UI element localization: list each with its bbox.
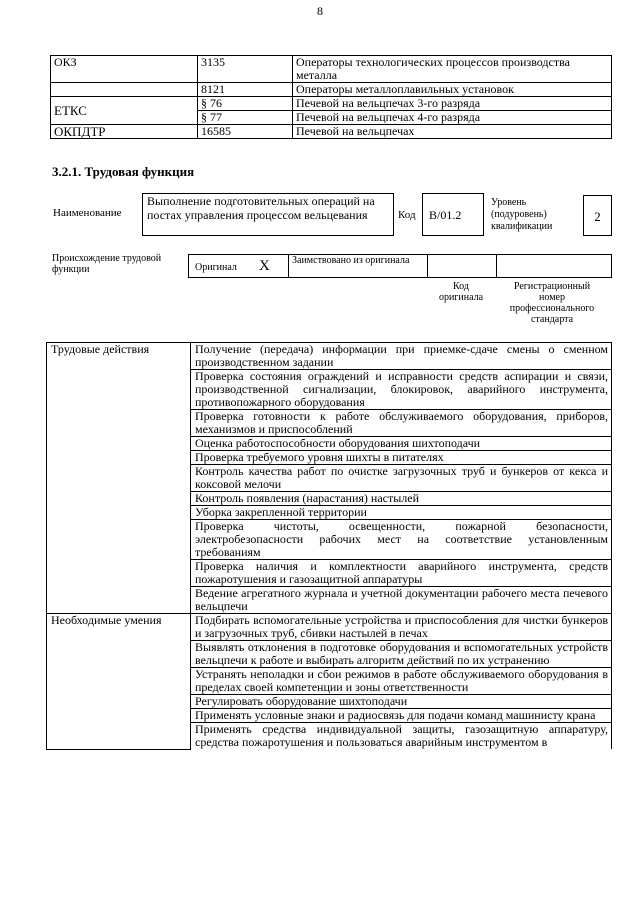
labor-action: Уборка закрепленной территории — [191, 506, 612, 520]
function-name: Выполнение подготовительных операций на постах управления процессом вельцевания — [142, 193, 394, 236]
original-mark: X — [259, 258, 270, 274]
page-number: 8 — [317, 4, 323, 18]
classifier-code: ОКЗ — [51, 56, 198, 83]
reg-caption: Регистрационный номер профессионального стандарта — [509, 281, 595, 325]
classifier-number: 8121 — [198, 83, 293, 97]
classifier-number: § 76 — [198, 97, 293, 111]
labor-actions-label: Трудовые действия — [47, 343, 191, 614]
classifier-code — [51, 83, 198, 97]
divider — [288, 254, 289, 278]
labor-action: Проверка готовности к работе обслуживаемого оборудования, приборов, механизмов и приспособлений — [191, 410, 612, 437]
skills-label: Необходимые умения — [47, 614, 191, 750]
table-row — [51, 125, 612, 139]
skill: Применять средства индивидуальной защиты, газозащитную аппаратуру, средства пожаротушения и пользоваться аварийным инструментом в — [191, 723, 612, 750]
classifier-number: 16585 — [198, 125, 293, 139]
classifier-name: Операторы технологических процессов производства металла — [293, 56, 612, 83]
borrowed-label: Заимствовано из оригинала — [292, 255, 410, 266]
labor-action: Получение (передача) информации при приемке-сдаче смены о сменном производственном задании — [191, 343, 612, 370]
name-label: Наименование — [53, 207, 122, 219]
original-label: Оригинал — [195, 262, 237, 273]
skill: Подбирать вспомогательные устройства и приспособления для чистки бункеров и загрузочных труб, сбивки настылей в печах — [191, 614, 612, 641]
origin-label: Происхождение трудовой функции — [52, 253, 162, 275]
qualification-level: 2 — [583, 195, 612, 236]
labor-action: Проверка требуемого уровня шихты в питателях — [191, 451, 612, 465]
labor-action: Контроль качества работ по очистке загрузочных труб и бункеров от кекса и коксовой мелочи — [191, 465, 612, 492]
table-row — [47, 614, 612, 641]
skill: Выявлять отклонения в подготовке оборудования и вспомогательных устройств вельцпечи к работе и выбирать алгоритм действий по их устранению — [191, 641, 612, 668]
function-table — [46, 342, 612, 750]
classifier-code: ЕТКС — [51, 97, 198, 125]
labor-action: Ведение агрегатного журнала и учетной документации рабочего места печевого вельцпечи — [191, 587, 612, 614]
function-code: В/01.2 — [422, 193, 484, 236]
classification-table — [50, 55, 612, 139]
skill: Регулировать оборудование шихтоподачи — [191, 695, 612, 709]
labor-action: Оценка работоспособности оборудования шихтоподачи — [191, 437, 612, 451]
labor-action: Контроль появления (нарастания) настылей — [191, 492, 612, 506]
table-row — [51, 97, 612, 111]
code-caption: Код оригинала — [438, 281, 484, 303]
classifier-name: Печевой на вельцпечах — [293, 125, 612, 139]
code-label: Код — [398, 209, 416, 221]
skill: Устранять неполадки и сбои режимов в работе обслуживаемого оборудования в пределах своей компетенции и зоны ответственности — [191, 668, 612, 695]
table-row — [51, 83, 612, 97]
classifier-name: Печевой на вельцпечах 4-го разряда — [293, 111, 612, 125]
table-row — [47, 343, 612, 370]
skill: Применять условные знаки и радиосвязь для подачи команд машинисту крана — [191, 709, 612, 723]
classifier-name: Печевой на вельцпечах 3-го разряда — [293, 97, 612, 111]
classifier-number: 3135 — [198, 56, 293, 83]
classifier-name: Операторы металлоплавильных установок — [293, 83, 612, 97]
level-label: Уровень (подуровень) квалификации — [491, 197, 553, 232]
classifier-code: ОКПДТР — [51, 125, 198, 139]
labor-action: Проверка наличия и комплектности аварийного инструмента, средств пожаротушения и газозащитной аппаратуры — [191, 560, 612, 587]
labor-action: Проверка состояния ограждений и исправности средств аспирации и связи, производственной сигнализации, блокировок, аварийного инструмента, противопожарного оборудования — [191, 370, 612, 410]
divider — [427, 254, 428, 278]
table-row — [51, 56, 612, 83]
labor-action: Проверка чистоты, освещенности, пожарной безопасности, электробезопасности рабочих мест на соответствие установленным требованиям — [191, 520, 612, 560]
section-title: 3.2.1. Трудовая функция — [52, 164, 195, 179]
divider — [496, 254, 497, 278]
classifier-number: § 77 — [198, 111, 293, 125]
